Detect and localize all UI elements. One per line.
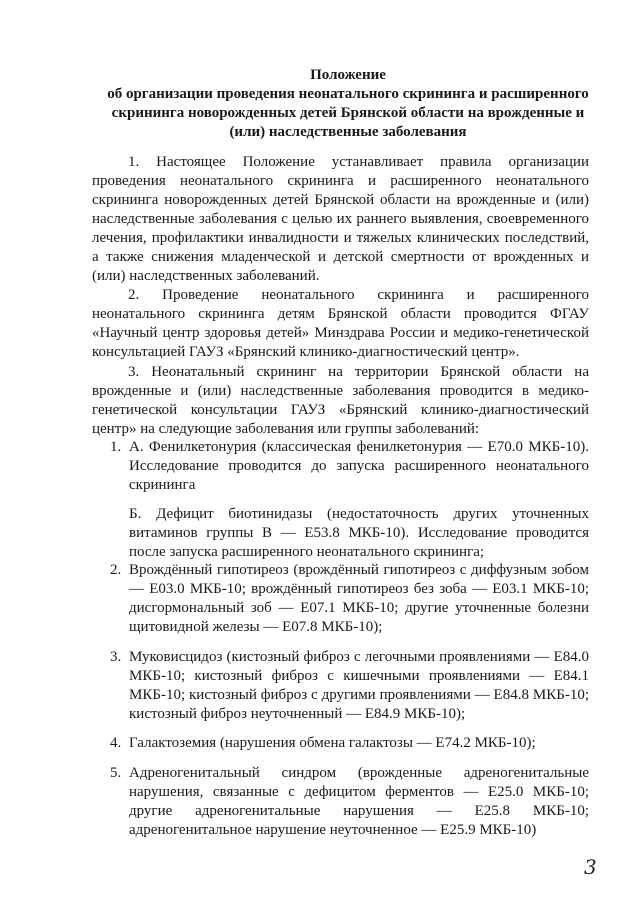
list-item-text: Врождённый гипотиреоз (врождённый гипотиреоз с диффузным зобом — Е03.0 МКБ-10; врождённый гипотиреоз без зоба — Е03.1 МКБ-10; дисгормональный зоб — Е07.1 МКБ-10; другие уточненные болезни щитовидной железы — Е07.8 МКБ-10); [129,562,589,635]
list-item-number: 1. [110,439,122,455]
title-subject-line-1: об организации проведения неонатального скрининга и расширенного [107,86,589,102]
list-item-number: 3. [110,649,122,665]
list-item-text: Муковисцидоз (кистозный фиброз с легочными проявлениями — Е84.0 МКБ-10; кистозный фиброз с кишечными проявлениями — Е84.1 МКБ-10; кистозный фиброз с другими проявлениями — Е84.8 МКБ-10; кистозный фиброз неуточненный — Е84.9 МКБ-10); [129,649,589,722]
list-item-2 [92,561,589,637]
list-item-5 [92,764,589,840]
list-item-1-sub-b: Б. Дефицит биотинидазы (недостаточность других уточненных витаминов группы В — Е53.8 МКБ-10). Исследование проводится после запуска расширенного неонатального скрининга; [129,506,589,560]
list-item-number: 4. [110,735,122,751]
document-title [88,66,608,142]
list-item-text: А. Фенилкетонурия (классическая фенилкетонурия — Е70.0 МКБ-10). Исследование проводится до запуска расширенного неонатального скрининга [129,439,589,493]
list-item-4 [92,734,589,753]
page-number: 3 [584,855,597,879]
title-subject-line-2: скрининга новорожденных детей Брянской области на врожденные и [111,105,585,121]
title-subject-line-3: (или) наследственные заболевания [229,124,467,140]
title-heading: Положение [310,67,386,83]
list-item-number: 5. [110,765,122,781]
list-item-1 [92,438,589,495]
list-item-number: 2. [110,562,122,578]
paragraph-1: 1. Настоящее Положение устанавливает правила организации проведения неонатального скрининга и расширенного неонатального скрининга новорожденных детей Брянской области на врожденные и (или) наследственные заболевания с целью их раннего выявления, своевременного лечения, профилактики инвалидности и тяжелых клинических последствий, а также снижения младенческой и детской смертности от врожденных и (или) наследственных заболеваний. [92,154,589,284]
list-item-text: Адреногенитальный синдром (врожденные адреногенитальные нарушения, связанные с дефицитом ферментов — Е25.0 МКБ-10; другие адреногенитальные нарушения — Е25.8 МКБ-10; адреногенитальное нарушение неуточненное — Е25.9 МКБ-10) [129,765,589,838]
paragraph-3: 3. Неонатальный скрининг на территории Брянской области на врожденные и (или) наследственные заболевания проводится в медико-генетической консультации ГАУЗ «Брянский клинико-диагностический центр» на следующие заболевания или группы заболеваний: [92,364,589,437]
paragraph-2: 2. Проведение неонатального скрининга и расширенного неонатального скрининга детям Брянской области проводится ФГАУ «Научный центр здоровья детей» Минздрава России и медико-генетической консультацией ГАУЗ «Брянский клинико-диагностический центр». [92,287,589,360]
list-item-text: Галактоземия (нарушения обмена галактозы — Е74.2 МКБ-10); [129,735,536,751]
list-item-3 [92,648,589,724]
